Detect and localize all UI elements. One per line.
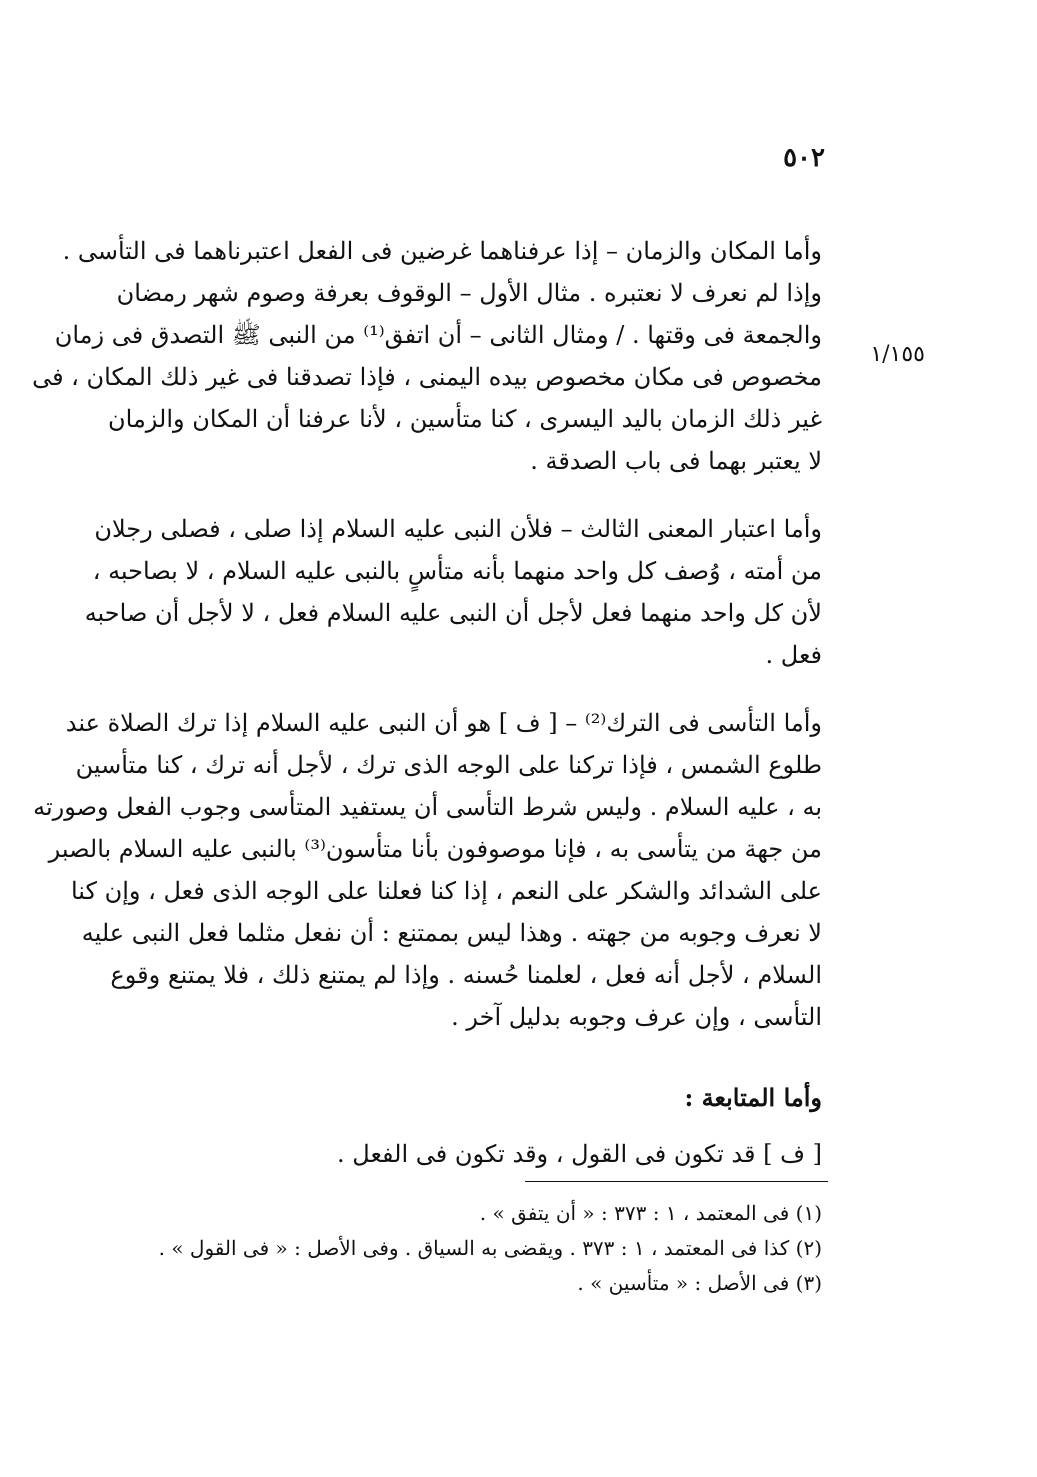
paragraph-line: فعل . bbox=[765, 641, 822, 669]
footnote-2: (٢) كذا فى المعتمد ، ١ : ٣٧٣ . ويقضى به السياق . وفى الأصل : « فى القول » . bbox=[158, 1236, 822, 1260]
footnotes bbox=[136, 1196, 822, 1301]
paragraph-line: به ، عليه السلام . وليس شرط التأسى أن يستفيد المتأسى وجوب الفعل وصورته bbox=[33, 793, 822, 821]
paragraph-line: والجمعة فى وقتها . / ومثال الثانى – أن اتفق⁽¹⁾ من النبى ﷺ التصدق فى زمان bbox=[54, 321, 822, 349]
paragraph-line: طلوع الشمس ، فإذا تركنا على الوجه الذى ترك ، لأجل أنه ترك ، كنا متأسين bbox=[75, 751, 822, 779]
paragraph-line: التأسى ، وإن عرف وجوبه بدليل آخر . bbox=[451, 1003, 822, 1031]
paragraph-line: من أمته ، وُصف كل واحد منهما بأنه متأسٍ بالنبى عليه السلام ، لا بصاحبه ، bbox=[92, 557, 822, 585]
paragraph-line: السلام ، لأجل أنه فعل ، لعلمنا حُسنه . وإذا لم يمتنع ذلك ، فلا يمتنع وقوع bbox=[110, 961, 822, 989]
footnote-3: (٣) فى الأصل : « متأسين » . bbox=[577, 1271, 822, 1295]
paragraph-2 bbox=[84, 508, 822, 676]
page-number: ٥٠٢ bbox=[783, 143, 825, 173]
footnote-divider bbox=[525, 1181, 828, 1182]
paragraph-line: وإذا لم نعرف لا نعتبره . مثال الأول – الوقوف بعرفة وصوم شهر رمضان bbox=[116, 279, 822, 307]
paragraph-line: لأن كل واحد منهما فعل لأجل أن النبى عليه السلام فعل ، لا لأجل أن صاحبه bbox=[84, 599, 822, 627]
margin-reference: ١/١٥٥ bbox=[870, 342, 925, 367]
section-note: [ ف ] قد تكون فى القول ، وقد تكون فى الفعل . bbox=[337, 1140, 822, 1168]
paragraph-line: غير ذلك الزمان باليد اليسرى ، كنا متأسين ، لأنا عرفنا أن المكان والزمان bbox=[108, 405, 822, 433]
paragraph-line: وأما اعتبار المعنى الثالث – فلأن النبى عليه السلام إذا صلى ، فصلى رجلان bbox=[94, 515, 822, 543]
paragraph-line: من جهة من يتأسى به ، فإنا موصوفون بأنا متأسون⁽³⁾ بالنبى عليه السلام بالصبر bbox=[48, 835, 822, 863]
paragraph-line: على الشدائد والشكر على النعم ، إذا كنا فعلنا على الوجه الذى فعل ، وإن كنا bbox=[70, 877, 822, 905]
paragraph-line: وأما التأسى فى الترك⁽²⁾ – [ ف ] هو أن النبى عليه السلام إذا ترك الصلاة عند bbox=[65, 709, 822, 737]
section-heading: وأما المتابعة : bbox=[684, 1083, 822, 1112]
paragraph-1 bbox=[32, 230, 822, 482]
paragraph-3 bbox=[33, 702, 822, 1038]
paragraph-line: وأما المكان والزمان – إذا عرفناهما غرضين فى الفعل اعتبرناهما فى التأسى . bbox=[62, 237, 822, 265]
paragraph-line: لا نعرف وجوبه من جهته . وهذا ليس بممتنع : أن نفعل مثلما فعل النبى عليه bbox=[81, 919, 822, 947]
footnote-1: (١) فى المعتمد ، ١ : ٣٧٣ : « أن يتفق » . bbox=[479, 1201, 822, 1225]
paragraph-line: لا يعتبر بهما فى باب الصدقة . bbox=[530, 447, 822, 475]
paragraph-line: مخصوص فى مكان مخصوص بيده اليمنى ، فإذا تصدقنا فى غير ذلك المكان ، فى bbox=[32, 363, 822, 391]
